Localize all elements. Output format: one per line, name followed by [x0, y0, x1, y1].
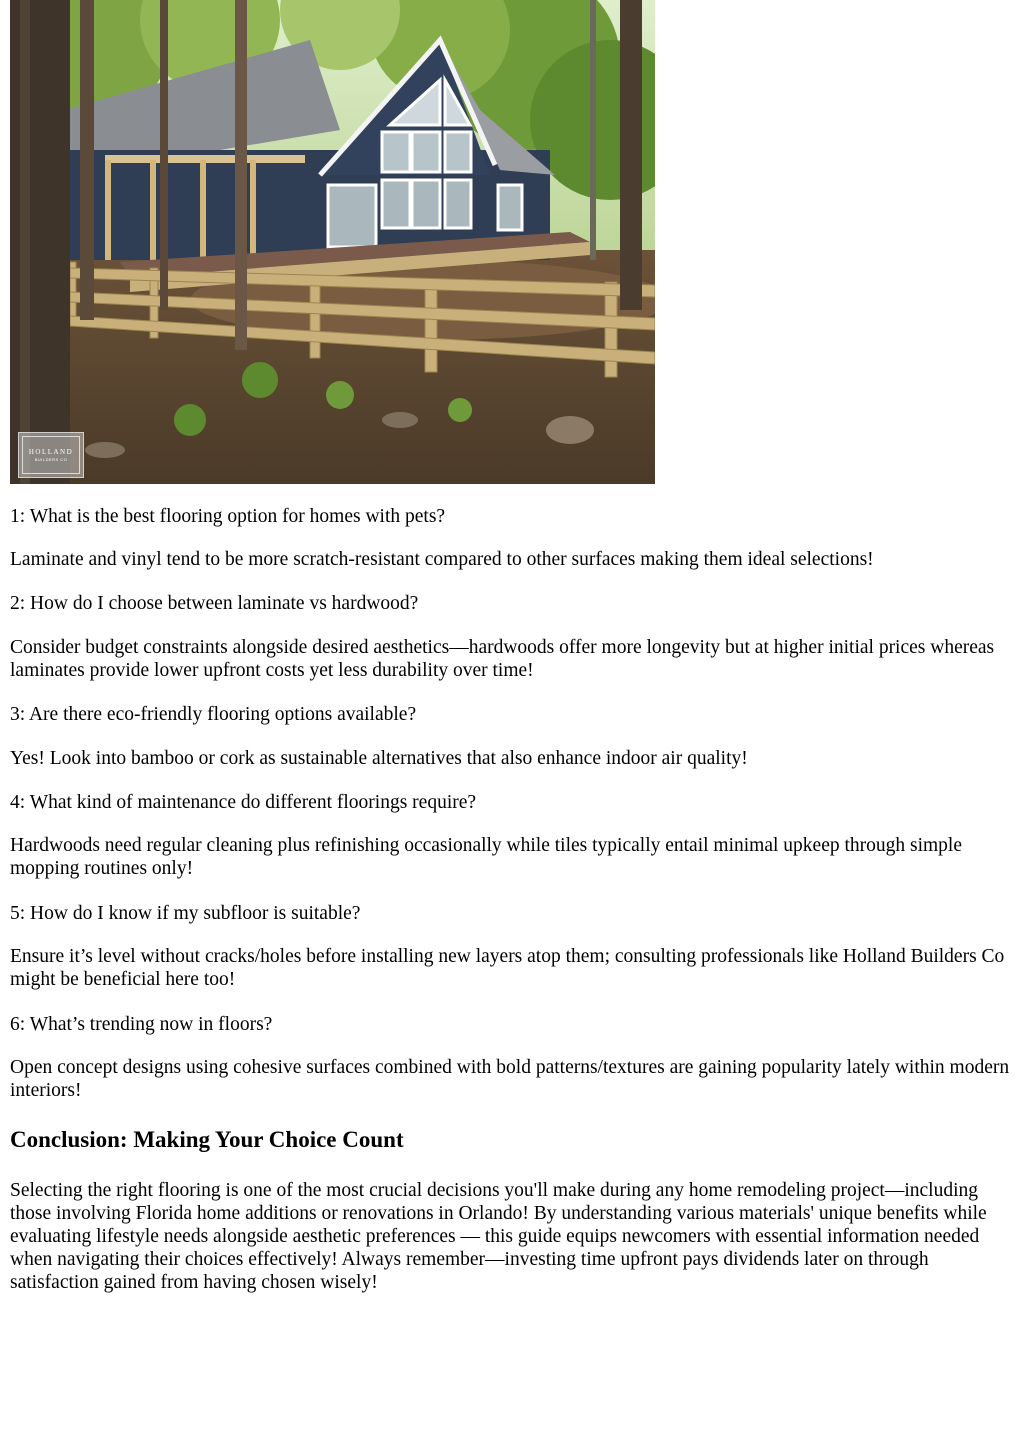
house-photo-illustration: [10, 0, 655, 484]
conclusion-body: Selecting the right flooring is one of the most crucial decisions you'll make during any home remodeling project—including those involving Florida home additions or renovations in Orlando! By understanding various materials' unique benefits while evaluating lifestyle needs alongside aesthetic preferences — this guide equips newcomers with essential information needed when navigating their choices effectively! Always remember—investing time upfront pays dividends later on through satisfaction gained from having chosen wisely!: [10, 1180, 987, 1293]
faq-question-1: 1: What is the best flooring option for homes with pets?: [10, 506, 446, 527]
faq-answer-1: Laminate and vinyl tend to be more scratch-resistant compared to other surfaces making them ideal selections!: [10, 549, 874, 570]
holland-logo-badge: [18, 432, 84, 478]
faq-answer-3: Yes! Look into bamboo or cork as sustainable alternatives that also enhance indoor air quality!: [10, 748, 748, 769]
faq-answer-5: Ensure it’s level without cracks/holes before installing new layers atop them; consulting professionals like Holland Builders Co might be beneficial here too!: [10, 946, 1005, 990]
logo-text: HOLLAND: [28, 448, 74, 456]
faq-answer-2: Consider budget constraints alongside desired aesthetics—hardwoods offer more longevity but at higher initial prices whereas laminates provide lower upfront costs yet less durability over time!: [10, 637, 995, 681]
article-content: [10, 0, 1014, 1293]
faq-question-6: 6: What’s trending now in floors?: [10, 1014, 273, 1035]
faq-answer-6: Open concept designs using cohesive surfaces combined with bold patterns/textures are gaining popularity lately within modern interiors!: [10, 1057, 1010, 1101]
conclusion-heading: Conclusion: Making Your Choice Count: [10, 1127, 404, 1152]
faq-question-2: 2: How do I choose between laminate vs hardwood?: [10, 593, 419, 614]
faq-question-5: 5: How do I know if my subfloor is suitable?: [10, 903, 361, 924]
hero-image: [10, 0, 655, 484]
faq-question-4: 4: What kind of maintenance do different floorings require?: [10, 792, 477, 813]
faq-question-3: 3: Are there eco-friendly flooring options available?: [10, 704, 417, 725]
logo-subtext: BUILDERS CO: [34, 457, 68, 462]
faq-answer-4: Hardwoods need regular cleaning plus refinishing occasionally while tiles typically entail minimal upkeep through simple mopping routines only!: [10, 835, 963, 879]
